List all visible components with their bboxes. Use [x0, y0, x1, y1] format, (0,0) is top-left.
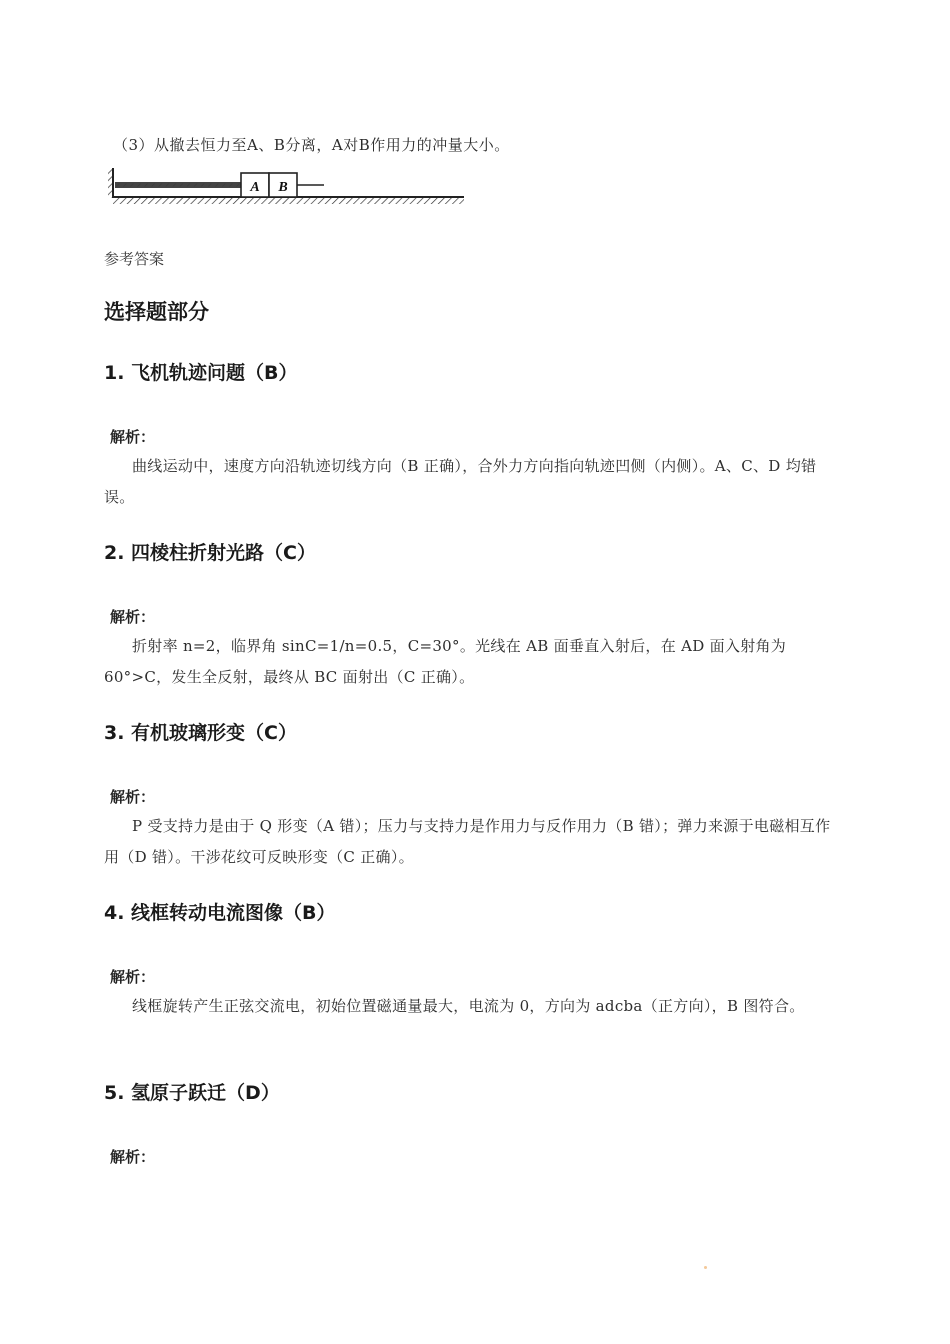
reference-answer-label: 参考答案 — [104, 250, 165, 268]
ground-hatch — [113, 198, 464, 204]
item-2-heading: 2. 四棱柱折射光路（C） — [104, 542, 316, 564]
section-title: 选择题部分 — [104, 300, 209, 324]
item-1-text: 曲线运动中，速度方向沿轨迹切线方向（B 正确），合外力方向指向轨迹凹侧（内侧）。A、C、D 均错误。 — [104, 457, 817, 506]
question-3-text: （3）从撤去恒力至A、B分离，A对B作用力的冲量大小。 — [113, 136, 510, 154]
item-2-label: 解析： — [110, 608, 156, 626]
block-b-label: B — [278, 180, 288, 195]
item-3-label: 解析： — [110, 788, 156, 806]
item-4-label: 解析： — [110, 968, 156, 986]
item-2-text: 折射率 n=2，临界角 sinC=1/n=0.5，C=30°。光线在 AB 面垂直入射后，在 AD 面入射角为 60°>C，发生全反射，最终从 BC 面射出（C 正确）。 — [104, 637, 787, 686]
scan-speck — [704, 1266, 707, 1269]
item-3-text: P 受支持力是由于 Q 形变（A 错）；压力与支持力是作用力与反作用力（B 错）；弹力来源于电磁相互作用（D 错）。干涉花纹可反映形变（C 正确）。 — [104, 817, 831, 866]
block-a-label: A — [250, 180, 260, 195]
item-4-heading: 4. 线框转动电流图像（B） — [104, 902, 336, 924]
item-4-text: 线框旋转产生正弦交流电，初始位置磁通量最大，电流为 0，方向为 adcba（正方向），B 图符合。 — [132, 997, 805, 1015]
item-5-label: 解析： — [110, 1148, 156, 1166]
item-1-label: 解析： — [110, 428, 156, 446]
item-5-heading: 5. 氢原子跃迁（D） — [104, 1082, 280, 1104]
item-1-heading: 1. 飞机轨迹问题（B） — [104, 362, 298, 384]
spring-block-diagram — [108, 166, 468, 210]
item-3-heading: 3. 有机玻璃形变（C） — [104, 722, 297, 744]
